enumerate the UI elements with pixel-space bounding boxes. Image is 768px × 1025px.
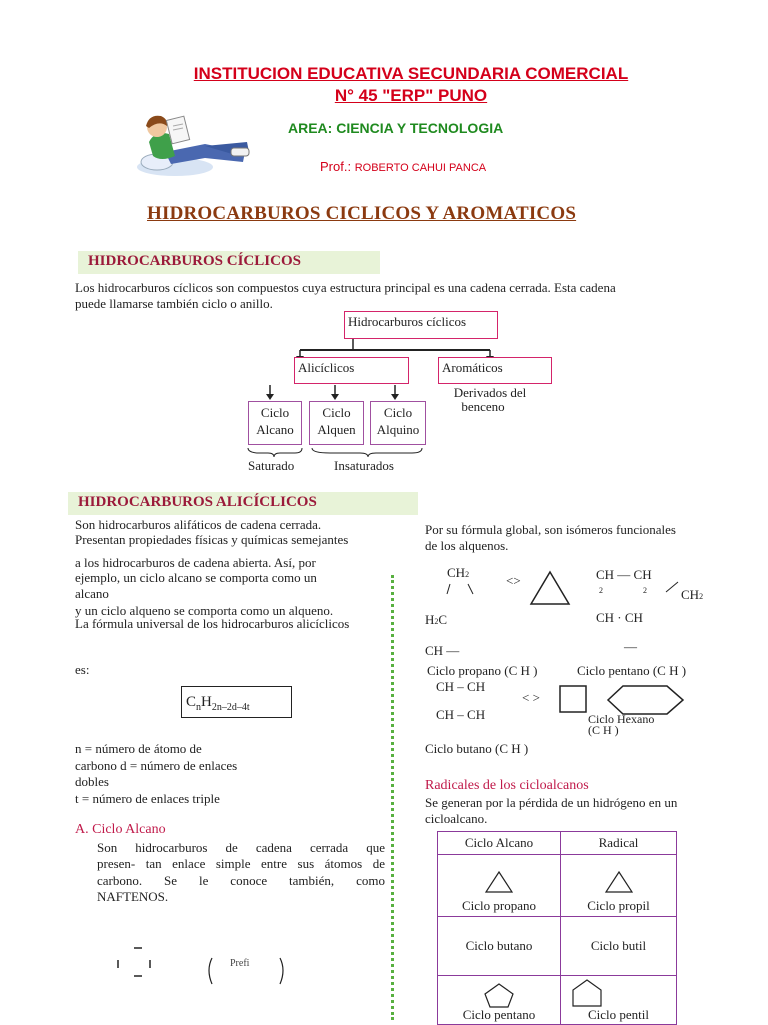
aliciclicos-p2-l2: ejemplo, un ciclo alcano se comporta como un <box>75 570 317 585</box>
propane-h2c <box>425 612 447 630</box>
pentane-sub-left: 2 <box>599 586 603 595</box>
prefix-fragment-text: Prefi <box>230 958 250 969</box>
radicales-line1: Se generan por la pérdida de un hidrógeno en un <box>425 795 678 810</box>
ciclo-alquino-l2: Alquino <box>376 422 420 437</box>
radicales-header-alcano: Ciclo Alcano <box>438 832 561 855</box>
h2c-sub: 2 <box>434 617 439 626</box>
intro-line2: puede llamarse también ciclo o anillo. <box>75 296 273 311</box>
radicales-line2: cicloalcano. <box>425 811 488 826</box>
def-t: t = número de enlaces triple <box>75 791 220 806</box>
h2c-h: H <box>425 612 435 627</box>
propane-ch2-bottom: CH — <box>425 643 460 658</box>
ciclo-alqueno-l2: Alquen <box>317 422 356 437</box>
table-cell-propil <box>561 855 677 917</box>
pentane-ch2-right <box>681 587 703 605</box>
h2c-c: C <box>438 612 448 627</box>
area-label: AREA: CIENCIA Y TECNOLOGIA <box>288 120 504 136</box>
pentano-pentagon-icon <box>483 982 515 1008</box>
diagram-aromatic-box: Aromáticos <box>438 357 552 384</box>
section-hidrocarburos-aliciclicos-title: HIDROCARBUROS ALICÍCLICOS <box>68 492 418 515</box>
school-name-line2: N° 45 "ERP" PUNO <box>334 86 488 105</box>
isomers-line1: Por su fórmula global, son isómeros funcionales <box>425 522 676 537</box>
propano-triangle-icon <box>484 870 514 894</box>
butane-row2: CH – CH <box>436 707 486 722</box>
ciclo-alcano-l1: Ciclo <box>260 405 290 420</box>
column-divider-dotted <box>391 575 394 1020</box>
table-row <box>438 976 677 1025</box>
formula-n: n <box>196 702 202 713</box>
prof-name: ROBERTO CAHUI PANCA <box>354 162 487 174</box>
table-cell-butano <box>438 917 561 976</box>
aliciclicos-p2-l3: alcano <box>75 586 109 601</box>
aliciclicos-p2-l1: a los hidrocarburos de cadena abierta. Así, por <box>75 555 316 570</box>
section-hidrocarburos-ciclicos-title: HIDROCARBUROS CÍCLICOS <box>78 251 380 274</box>
diagram-root-box: Hidrocarburos cíclicos <box>344 311 498 339</box>
reading-boy-illustration <box>135 112 253 178</box>
aromatic-desc-line2: benceno <box>461 399 505 414</box>
butane-square <box>557 683 591 715</box>
formula-c: C <box>186 694 197 710</box>
butil-cell-text: Ciclo butil <box>590 938 647 953</box>
pentane-ch2-ch2: CH · CH <box>596 610 643 625</box>
pentil-cell-text: Ciclo pentil <box>587 1007 650 1022</box>
aromatic-desc-line1: Derivados del <box>453 385 527 400</box>
isomers-line2: de los alquenos. <box>425 538 509 553</box>
pentane-sub-right: 2 <box>643 586 647 595</box>
ciclo-alcano-text-l4: NAFTENOS. <box>97 889 169 904</box>
propane-bonds <box>440 580 500 600</box>
prefix-fragment-marks <box>112 940 292 990</box>
aliciclicos-p1-l2: Presentan propiedades físicas y químicas semejantes <box>75 532 349 547</box>
aliciclicos-p1-l1: Son hidrocarburos alifáticos de cadena cerrada. <box>75 517 322 532</box>
table-cell-pentil <box>561 976 677 1025</box>
unsaturated-label: Insaturados <box>334 458 394 473</box>
pentane-label: Ciclo pentano (C H ) <box>577 663 687 678</box>
ciclo-alcano-text-l2: presen- tan enlace simple entre sus átomos de <box>97 856 385 871</box>
intro-line1: Los hidrocarburos cíclicos son compuestos cuya estructura principal es una cadena cerrada. Esta cadena <box>75 280 616 295</box>
propane-ch2-sub: 2 <box>465 570 470 579</box>
table-row <box>438 855 677 917</box>
butano-cell-text: Ciclo butano <box>465 938 533 953</box>
ciclo-alquino-l1: Ciclo <box>383 405 413 420</box>
propil-triangle-icon <box>604 870 634 894</box>
table-cell-pentano <box>438 976 561 1025</box>
aliciclicos-p4: es: <box>75 662 90 677</box>
pentane-ch-ch: CH — CH <box>596 567 652 582</box>
propane-ch2-text: CH <box>447 565 466 580</box>
propane-equiv-arrow: <> <box>506 573 521 588</box>
pentane-dash: — <box>624 639 637 654</box>
radicales-table-header-row <box>438 832 677 855</box>
diagram-ciclo-alqueno <box>309 401 364 445</box>
pentane-ch2-right-text: CH <box>681 587 700 602</box>
school-name-line1: INSTITUCION EDUCATIVA SECUNDARIA COMERCIAL <box>193 64 629 83</box>
hexane-label-line1: Ciclo Hexano <box>588 712 655 726</box>
ciclo-alcano-subtitle: A. Ciclo Alcano <box>75 822 166 837</box>
radicales-title: Radicales de los cicloalcanos <box>425 778 589 793</box>
propano-cell-text: Ciclo propano <box>461 898 536 913</box>
propil-cell-text: Ciclo propil <box>587 898 650 913</box>
def-d-line2: dobles <box>75 774 109 789</box>
pentano-cell-text: Ciclo pentano <box>462 1007 536 1022</box>
diagram-ciclo-alquino <box>370 401 426 445</box>
aliciclicos-p3-l1: y un ciclo alqueno se comporta como un alqueno. <box>75 603 334 618</box>
butane-equiv-arrow: < > <box>522 690 540 705</box>
table-row <box>438 917 677 976</box>
diagram-ciclo-alcano <box>248 401 302 445</box>
main-title: HIDROCARBUROS CICLICOS Y AROMATICOS <box>147 203 577 224</box>
table-cell-propano <box>438 855 561 917</box>
saturated-label: Saturado <box>248 458 295 473</box>
pentane-ch2-right-sub: 2 <box>699 592 704 601</box>
ciclo-alcano-text-l3: carbono. Se le conoce también, como <box>97 873 385 888</box>
radicales-table <box>437 831 677 1025</box>
def-d-line1: carbono d = número de enlaces <box>75 758 238 773</box>
ciclo-alcano-text-l1: Son hidrocarburos de cadena cerrada que <box>97 840 385 855</box>
prof-line <box>320 159 486 174</box>
ciclo-alcano-l2: Alcano <box>256 422 294 437</box>
ciclo-alqueno-l1: Ciclo <box>322 405 351 420</box>
prof-label: Prof.: <box>320 159 352 174</box>
propane-label: Ciclo propano (C H ) <box>427 663 538 678</box>
butane-label: Ciclo butano (C H ) <box>425 741 529 756</box>
def-n: n = número de átomo de <box>75 741 202 756</box>
formula-h-subscript: 2n–2d–4t <box>211 702 250 713</box>
pentil-pentagon-icon <box>571 978 603 1008</box>
table-cell-butil <box>561 917 677 976</box>
hexane-label-line2: (C H ) <box>588 723 619 737</box>
propane-triangle <box>528 569 572 607</box>
aliciclicos-p3-l2: La fórmula universal de los hidrocarburos alicíclicos <box>75 616 350 631</box>
butane-row1: CH – CH <box>436 679 486 694</box>
diagram-alicyclic-box: Alicíclicos <box>294 357 409 384</box>
radicales-header-radical: Radical <box>561 832 677 855</box>
universal-formula-box <box>181 686 292 718</box>
formula-h: H <box>201 694 212 710</box>
